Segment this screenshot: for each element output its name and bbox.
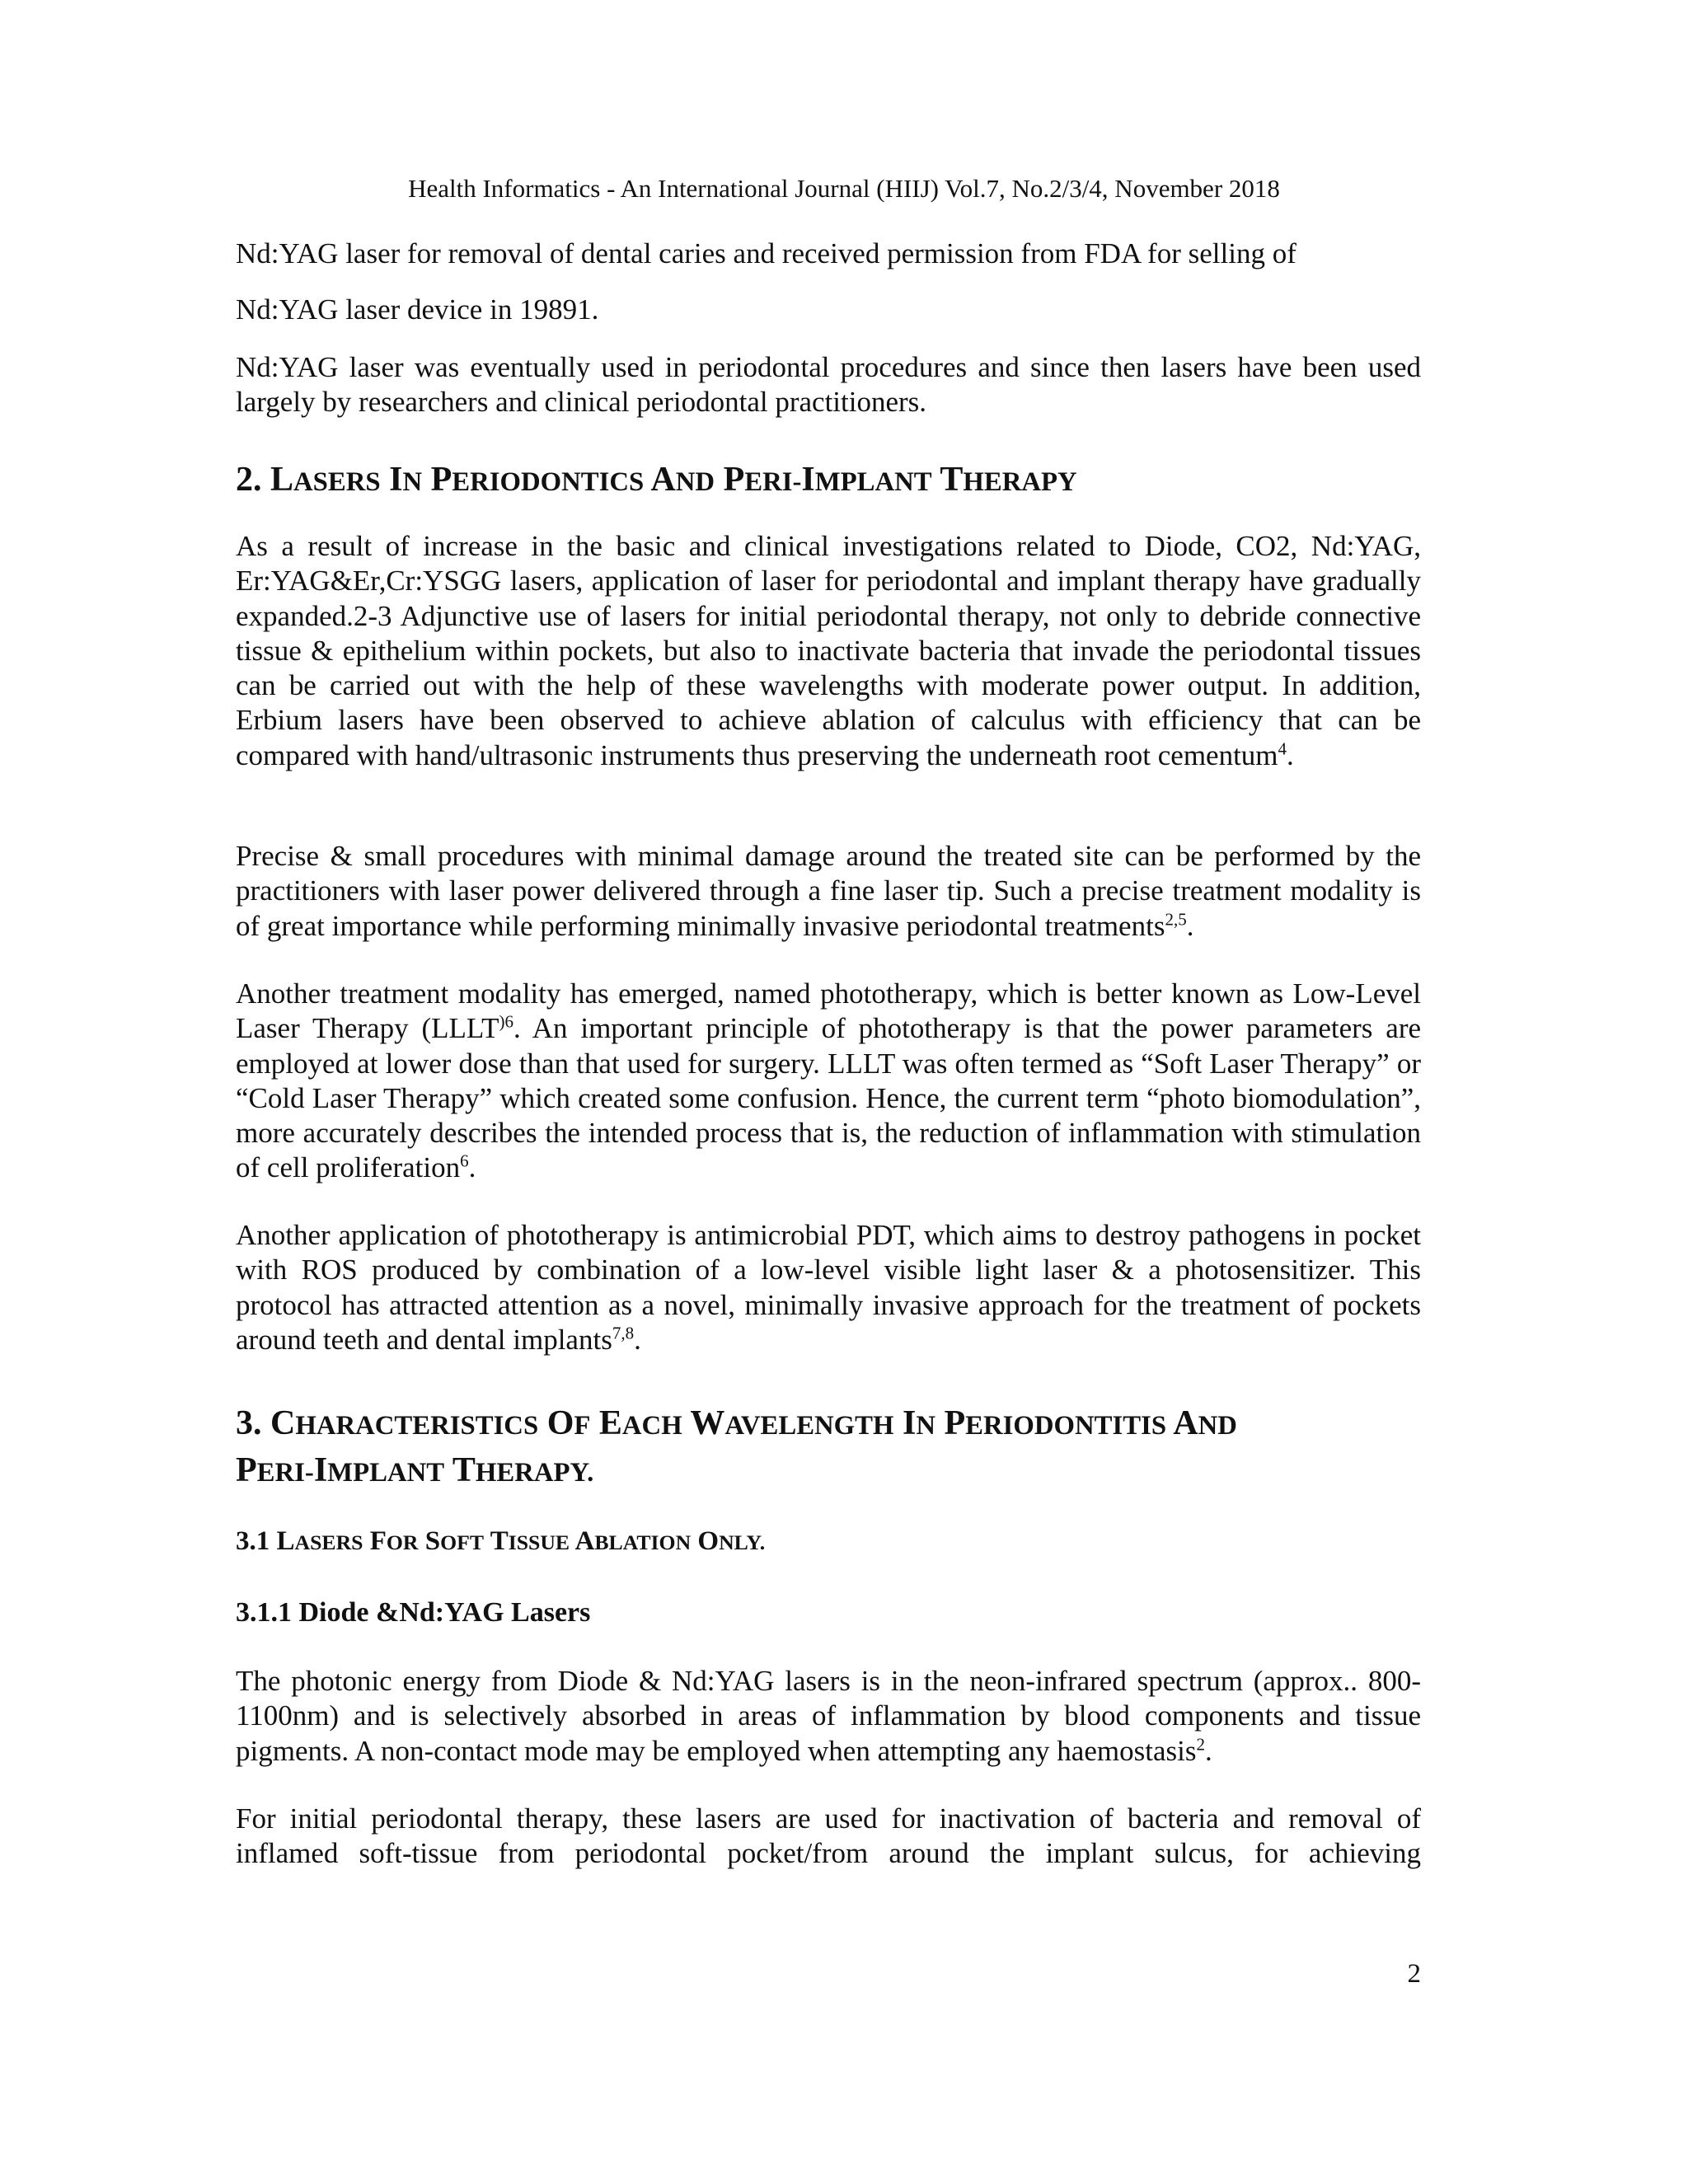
heading-word: PERIODONTITIS <box>944 1404 1167 1442</box>
heading-word: CHARACTERISTICS <box>270 1404 539 1442</box>
heading-word: IN <box>902 1404 935 1442</box>
heading-word: OF <box>546 1404 591 1442</box>
section-2-paragraph-1: As a result of increase in the basic and clinical investigations related to Diode, CO2, Nd:YAG, Er:YAG&Er,Cr:YSGG lasers, application of laser for periodontal and implant therapy have gradually expanded.2-3 Adjunctive use of lasers for initial periodontal therapy, not only to debride connective tissue & epithelium within pockets, but also to inactivate bacteria that invade the periodontal tissues can be carried out with the help of these wavelengths with moderate power output. In addition, Erbium lasers have been observed to achieve ablation of calculus with efficiency that can be compared with hand/ultrasonic instruments thus preserving the underneath root cementum$^4$. <box>236 530 1421 771</box>
section-3-paragraph-2: For initial periodontal therapy, these lasers are used for inactivation of bacteria and removal of inflamed soft-tissue from periodontal pocket/from around the implant sulcus, for achieving <box>236 1802 1421 1870</box>
section-3-title: 3. CHARACTERISTICS OF EACH WAVELENGTH IN PERIODONTITIS AND PERI-IMPLANT THERAPY. <box>236 1404 1237 1489</box>
section-2-heading <box>236 457 1421 504</box>
heading-word: TISSUE <box>490 1526 570 1556</box>
heading-word: AND <box>650 461 715 499</box>
heading-word: PERI- <box>723 461 802 499</box>
heading-word: FOR <box>369 1526 419 1556</box>
section-3-paragraph-1: The photonic energy from Diode & Nd:YAG lasers is in the neon-infrared spectrum (approx.. 800-1100nm) and is selectively absorbed in areas of inflammation by blood components and tissue pigments. A non-contact mode may be employed when attempting any haemostasis$^2$. <box>236 1665 1421 1767</box>
section-3-heading <box>236 1401 1421 1495</box>
heading-word: AND <box>1173 1404 1237 1442</box>
heading-word: WAVELENGTH <box>690 1404 894 1442</box>
heading-word: THERAPY <box>940 461 1077 499</box>
heading-word: PERI- <box>236 1451 314 1489</box>
running-header: Health Informatics - An International Journal (HIIJ) Vol.7, No.2/3/4, November 2018 <box>408 174 1280 203</box>
heading-word: THERAPY. <box>452 1451 594 1489</box>
intro-line-2: Nd:YAG laser device in 19891. <box>236 293 599 326</box>
heading-word: LASERS <box>270 461 381 499</box>
heading-word: SOFT <box>424 1526 485 1556</box>
section-2-title: 2. LASERS IN PERIODONTICS AND PERI-IMPLANT THERAPY <box>236 461 1077 499</box>
intro-paragraph: Nd:YAG laser was eventually used in periodontal procedures and since then lasers have been used largely by researchers and clinical periodontal practitioners. <box>236 351 1421 419</box>
section-2-paragraph-4: Another application of phototherapy is antimicrobial PDT, which aims to destroy pathogens in pocket with ROS produced by combination of a low-level visible light laser & a photosensitizer. This protocol has attracted attention as a novel, minimally invasive approach for the treatment of pockets around teeth and dental implants$^{7,8}$. <box>236 1219 1421 1356</box>
page-number: 2 <box>1407 1959 1421 1989</box>
heading-word: PERIODONTICS <box>430 461 645 499</box>
heading-word: IN <box>389 461 423 499</box>
heading-word: IMPLANT <box>801 461 932 499</box>
heading-word: IMPLANT <box>313 1451 445 1489</box>
heading-word: ONLY. <box>697 1526 766 1556</box>
subsection-3-1-heading: 3.1 LASERS FOR SOFT TISSUE ABLATION ONLY. <box>236 1526 766 1556</box>
heading-word: EACH <box>598 1404 682 1442</box>
subsection-3-1-1-heading: 3.1.1 Diode &Nd:YAG Lasers <box>236 1597 591 1628</box>
section-2-paragraph-2: Precise & small procedures with minimal damage around the treated site can be performed by the practitioners with laser power delivered through a fine laser tip. Such a precise treatment modality is of great importance while performing minimally invasive periodontal treatments$^{2,5}$. <box>236 840 1421 942</box>
section-2-title-words <box>270 461 1077 499</box>
intro-line-1: Nd:YAG laser for removal of dental caries and received permission from FDA for selling of <box>236 237 1296 269</box>
heading-word: ABLATION <box>574 1526 692 1556</box>
heading-word: LASERS <box>276 1526 363 1556</box>
section-2-paragraph-3: Another treatment modality has emerged, named phototherapy, which is better known as Low-Level Laser Therapy ($LLLT^{)6}$. An important principle of phototherapy is that the power parameters are employed at lower dose than that used for surgery. LLLT was often termed as “Soft Laser Therapy” or “Cold Laser Therapy” which created some confusion. Hence, the current term “photo biomodulation”, more accurately describes the intended process that is, the reduction of inflammation with stimulation of cell proliferation$^6$. <box>236 977 1422 1184</box>
